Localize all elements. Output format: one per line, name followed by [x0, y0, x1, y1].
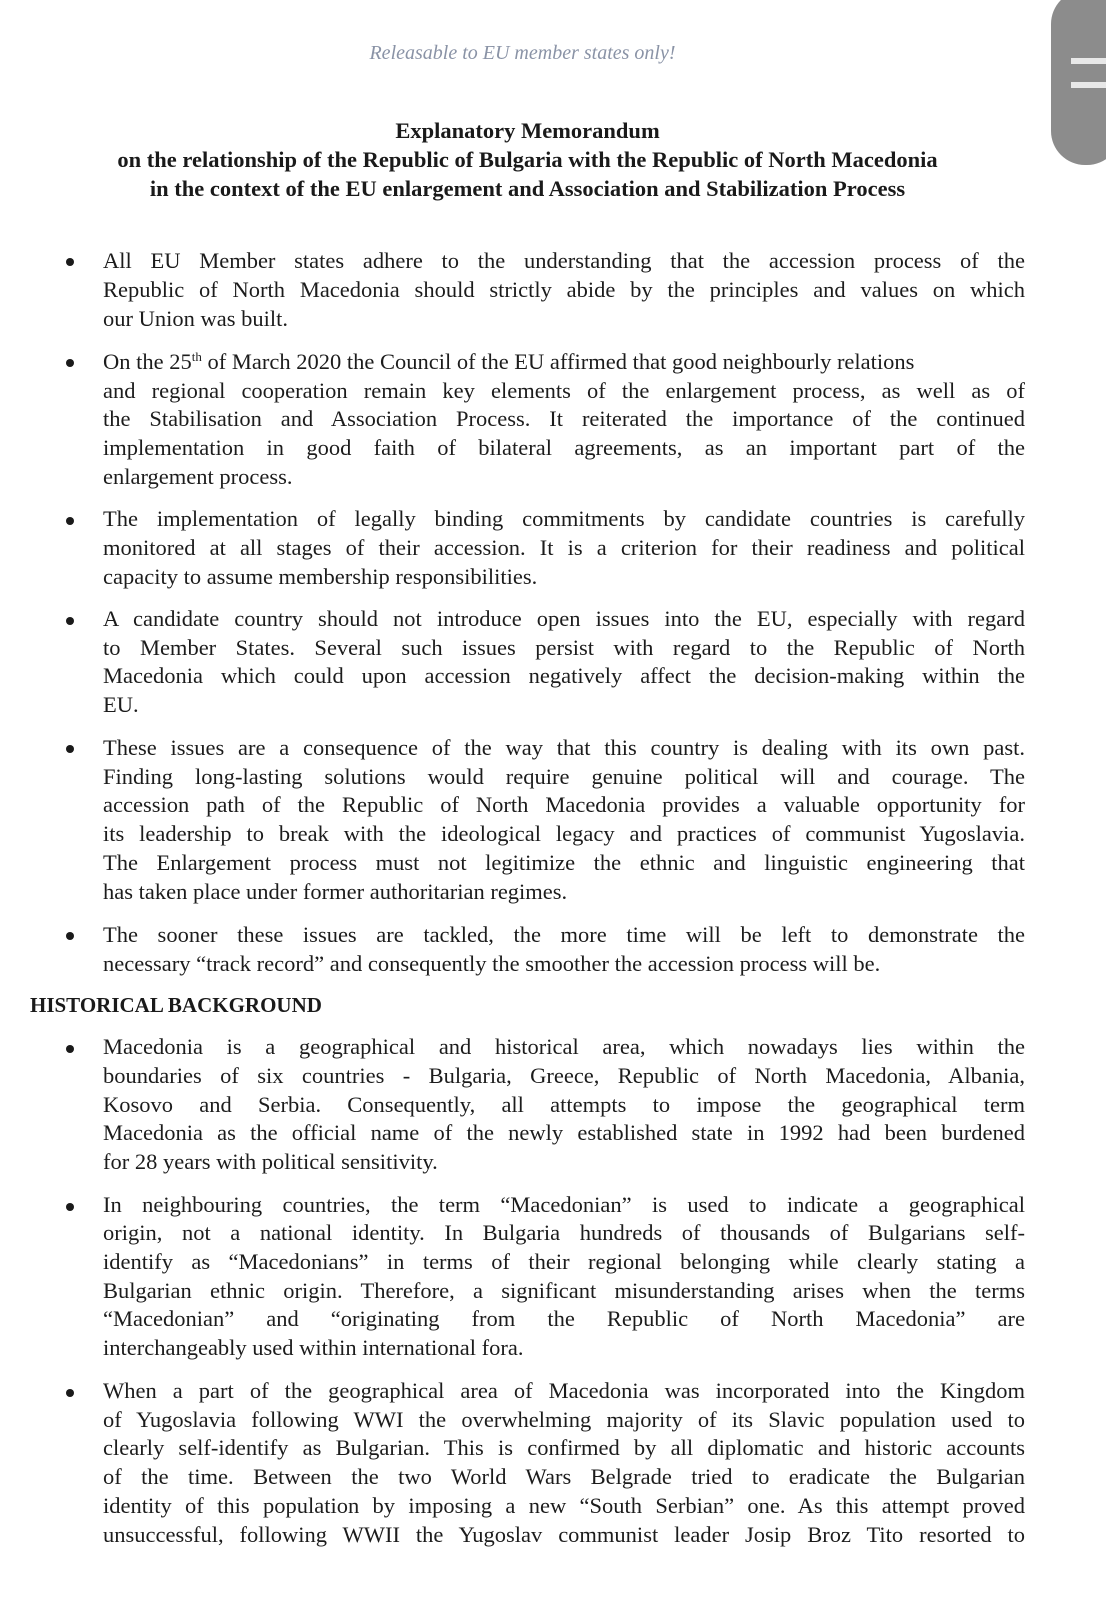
- bullet-line: capacity to assume membership responsibilities.: [103, 564, 538, 589]
- bullet-line: In neighbouring countries, the term “Macedonian” is used to indicate a geographical: [103, 1192, 1025, 1217]
- bullet-icon: [66, 1045, 74, 1053]
- bullet-line: The sooner these issues are tackled, the more time will be left to demonstrate the: [103, 922, 1025, 947]
- bullet-line: On the 25th of March 2020 the Council of the EU affirmed that good neighbourly relations: [103, 349, 915, 374]
- bullet-line: of Yugoslavia following WWI the overwhelming majority of its Slavic population used to: [103, 1407, 1025, 1432]
- bullet-line: interchangeably used within international fora.: [103, 1335, 524, 1360]
- bullet-line: accession path of the Republic of North Macedonia provides a valuable opportunity for: [103, 792, 1025, 817]
- drag-handle-icon: [1071, 58, 1106, 64]
- bullet-line: to Member States. Several such issues persist with regard to the Republic of North: [103, 635, 1025, 660]
- bullet-line: A candidate country should not introduce open issues into the EU, especially with regard: [103, 606, 1025, 631]
- scroll-handle[interactable]: [1051, 0, 1106, 165]
- bullet-line: Macedonia which could upon accession negatively affect the decision-making within the: [103, 663, 1025, 688]
- bullet-icon: [66, 617, 74, 625]
- bullet-line: identify as “Macedonians” in terms of their regional belonging while clearly stating a: [103, 1249, 1025, 1274]
- bullet-icon: [66, 932, 74, 940]
- bullet-line: for 28 years with political sensitivity.: [103, 1149, 438, 1174]
- bullet-line: of the time. Between the two World Wars Belgrade tried to eradicate the Bulgarian: [103, 1464, 1025, 1489]
- bullet-line: EU.: [103, 692, 139, 717]
- bullet-line: origin, not a national identity. In Bulgaria hundreds of thousands of Bulgarians self-: [103, 1220, 1025, 1245]
- bullet-line: The Enlargement process must not legitimize the ethnic and linguistic engineering that: [103, 850, 1025, 875]
- bullet-line: Kosovo and Serbia. Consequently, all attempts to impose the geographical term: [103, 1092, 1025, 1117]
- classification-note: Releasable to EU member states only!: [369, 42, 676, 64]
- bullet-line: identity of this population by imposing a new “South Serbian” one. As this attempt proved: [103, 1493, 1025, 1518]
- bullet-icon: [66, 258, 74, 266]
- bullet-line: “Macedonian” and “originating from the Republic of North Macedonia” are: [103, 1306, 1025, 1331]
- bullet-line: unsuccessful, following WWII the Yugoslav communist leader Josip Broz Tito resorted to: [103, 1522, 1025, 1547]
- bullet-line: Macedonia as the official name of the newly established state in 1992 had been burdened: [103, 1120, 1025, 1145]
- bullet-line: These issues are a consequence of the way that this country is dealing with its own past.: [103, 735, 1025, 760]
- bullet-line: enlargement process.: [103, 464, 293, 489]
- bullet-line: the Stabilisation and Association Process. It reiterated the importance of the continued: [103, 406, 1025, 431]
- document-title: [0, 116, 1055, 203]
- title-line-2: on the relationship of the Republic of Bulgaria with the Republic of North Macedonia: [117, 147, 938, 172]
- bullet-line: its leadership to break with the ideological legacy and practices of communist Yugoslavia.: [103, 821, 1025, 846]
- bullet-line: Finding long-lasting solutions would require genuine political will and courage. The: [103, 764, 1025, 789]
- bullet-line: implementation in good faith of bilateral agreements, as an important part of the: [103, 435, 1025, 460]
- title-line-1: Explanatory Memorandum: [395, 118, 660, 143]
- bullet-line: boundaries of six countries - Bulgaria, Greece, Republic of North Macedonia, Albania,: [103, 1063, 1025, 1088]
- bullet-line: necessary “track record” and consequently the smoother the accession process will be.: [103, 951, 881, 976]
- bullet-line: has taken place under former authoritarian regimes.: [103, 879, 568, 904]
- section-heading-historical-background: HISTORICAL BACKGROUND: [30, 993, 322, 1017]
- bullet-icon: [66, 745, 74, 753]
- bullet-icon: [66, 1389, 74, 1397]
- bullet-icon: [66, 1203, 74, 1211]
- bullet-line: Bulgarian ethnic origin. Therefore, a significant misunderstanding arises when the terms: [103, 1278, 1025, 1303]
- bullet-line: Macedonia is a geographical and historical area, which nowadays lies within the: [103, 1034, 1025, 1059]
- bullet-line: The implementation of legally binding commitments by candidate countries is carefully: [103, 506, 1025, 531]
- bullet-line: and regional cooperation remain key elements of the enlargement process, as well as of: [103, 378, 1025, 403]
- bullet-line: monitored at all stages of their accession. It is a criterion for their readiness and political: [103, 535, 1025, 560]
- bullet-line: clearly self-identify as Bulgarian. This is confirmed by all diplomatic and historic accounts: [103, 1435, 1025, 1460]
- bullet-line: Republic of North Macedonia should strictly abide by the principles and values on which: [103, 277, 1025, 302]
- bullet-line: When a part of the geographical area of Macedonia was incorporated into the Kingdom: [103, 1378, 1025, 1403]
- drag-handle-icon: [1071, 82, 1106, 88]
- bullet-line: All EU Member states adhere to the understanding that the accession process of the: [103, 248, 1025, 273]
- bullet-icon: [66, 359, 74, 367]
- title-line-3: in the context of the EU enlargement and Association and Stabilization Process: [149, 176, 906, 201]
- bullet-icon: [66, 517, 74, 525]
- bullet-line: our Union was built.: [103, 306, 288, 331]
